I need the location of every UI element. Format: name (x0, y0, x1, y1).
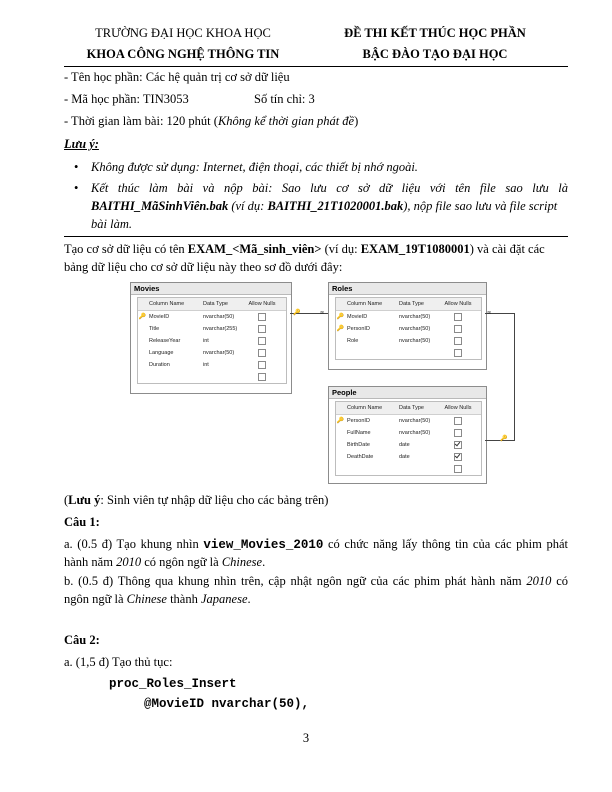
page-number: 3 (302, 731, 310, 745)
question-2a: a. (1,5 đ) Tạo thủ tục: (64, 655, 173, 669)
table-row-empty (138, 371, 286, 383)
credits: Số tín chỉ: 3 (254, 92, 315, 106)
notes-title: Lưu ý: (64, 137, 99, 151)
procedure-name: proc_Roles_Insert (109, 677, 237, 691)
column-name: ReleaseYear (149, 338, 181, 344)
table-roles-title: Roles (329, 283, 486, 295)
question-1b-line1 (64, 574, 568, 589)
key-icon: 🔑 (336, 418, 345, 424)
q1b-language-to: Japanese (200, 592, 248, 606)
note-item-2-line2 (91, 199, 557, 214)
backup-filename-pattern: BAITHI_MãSinhViên.bak (91, 199, 229, 213)
column-name-header: Column Name (149, 301, 185, 307)
question-1b-line2 (64, 592, 251, 607)
q1a-text-2: có chức năng lấy thông tin của các phim phát (323, 537, 568, 551)
column-name: FullName (347, 430, 371, 436)
question-1-title: Câu 1: (64, 515, 100, 529)
intro-line1 (64, 242, 545, 257)
allow-nulls-header: Allow Nulls (248, 301, 276, 307)
data-type: int (203, 362, 209, 368)
course-code: - Mã học phần: TIN3053 (64, 92, 189, 106)
table-row (138, 359, 286, 371)
question-1a-line2 (64, 555, 265, 570)
note-item-2-line1: Kết thúc làm bài và nộp bài: Sao lưu cơ sở dữ liệu với tên file sao lưu là (91, 181, 568, 195)
exam-time-note: Không kể thời gian phát đề (217, 114, 355, 128)
course-name: - Tên học phần: Các hệ quản trị cơ sở dữ liệu (64, 70, 290, 84)
table-roles-grid (335, 297, 482, 360)
question-1a-line1 (64, 537, 568, 553)
key-end-icon: 🔑 (293, 310, 301, 316)
exam-time (64, 114, 358, 129)
column-name-header: Column Name (347, 301, 383, 307)
table-row (336, 415, 481, 427)
table-row (336, 439, 481, 451)
data-type: nvarchar(255) (203, 326, 238, 332)
table-row (138, 323, 286, 335)
data-type-header: Data Type (399, 301, 424, 307)
q1b-year: 2010 (526, 574, 552, 588)
table-row (336, 323, 481, 335)
note-text: : Sinh viên tự nhập dữ liệu cho các bảng trên) (100, 493, 329, 507)
allow-nulls-checkbox (258, 337, 266, 345)
table-movies (130, 282, 292, 394)
table-row (336, 427, 481, 439)
column-name: MovieID (347, 314, 368, 320)
q1b-language-from: Chinese (126, 592, 167, 606)
view-name: view_Movies_2010 (203, 538, 324, 552)
allow-nulls-checkbox-checked (454, 453, 462, 461)
column-name: Title (149, 326, 160, 332)
q1b-text: b. (0.5 đ) Thông qua khung nhìn trên, cập nhật ngôn ngữ của các phim phát hành năm (64, 574, 527, 588)
table-roles (328, 282, 487, 370)
q1a-text-4: có ngôn ngữ là (141, 555, 222, 569)
q1b-text-4: thành (166, 592, 201, 606)
allow-nulls-checkbox (454, 429, 462, 437)
bullet-1: • (74, 160, 79, 174)
exam-title: ĐỀ THI KẾT THÚC HỌC PHẦN (344, 26, 526, 40)
university-name: TRƯỜNG ĐẠI HỌC KHOA HỌC (95, 26, 271, 40)
allow-nulls-checkbox (454, 349, 462, 357)
data-type-header: Data Type (203, 301, 228, 307)
allow-nulls-header: Allow Nulls (444, 405, 472, 411)
q1a-year: 2010 (116, 555, 142, 569)
column-name: Duration (149, 362, 170, 368)
column-name: Language (149, 350, 174, 356)
intro-text-a: Tạo cơ sở dữ liệu có tên (64, 242, 188, 256)
note-item-2-mid: (ví dụ: (228, 199, 268, 213)
table-people (328, 386, 487, 484)
exam-level: BẬC ĐÀO TẠO ĐẠI HỌC (362, 47, 508, 61)
table-row (336, 335, 481, 347)
db-name-example: EXAM_19T1080001 (360, 242, 470, 256)
column-header-row (138, 298, 286, 311)
table-people-grid (335, 401, 482, 476)
exam-time-close: ) (354, 114, 359, 128)
column-header-row (336, 402, 481, 415)
allow-nulls-checkbox (258, 325, 266, 333)
backup-filename-example: BAITHI_21T1020001.bak (267, 199, 404, 213)
data-type: nvarchar(50) (399, 314, 431, 320)
question-2-title: Câu 2: (64, 633, 100, 647)
table-row-empty (336, 463, 481, 475)
allow-nulls-checkbox (258, 373, 266, 381)
table-row (138, 335, 286, 347)
column-name: PersonID (347, 418, 370, 424)
note-item-1: Không được sử dụng: Internet, điện thoại, các thiết bị nhớ ngoài. (91, 160, 418, 174)
table-row (336, 311, 481, 323)
allow-nulls-header: Allow Nulls (444, 301, 472, 307)
table-movies-grid (137, 297, 287, 384)
table-people-title: People (329, 387, 486, 399)
allow-nulls-checkbox (454, 313, 462, 321)
table-row (336, 451, 481, 463)
key-icon: 🔑 (336, 314, 345, 320)
notes-divider (64, 236, 568, 237)
intro-text-c: (ví dụ: (321, 242, 361, 256)
key-end-icon: 🔑 (500, 436, 508, 442)
column-header-row (336, 298, 481, 311)
infinity-end-icon: ∞ (487, 310, 492, 316)
faculty-name: KHOA CÔNG NGHỆ THÔNG TIN (86, 47, 280, 61)
header-divider (64, 66, 568, 67)
data-type: nvarchar(50) (203, 314, 235, 320)
data-type: nvarchar(50) (399, 326, 431, 332)
q1a-text: a. (0.5 đ) Tạo khung nhìn (64, 537, 204, 551)
note-label: Lưu ý (68, 493, 101, 507)
procedure-param: @MovieID nvarchar(50), (144, 697, 310, 711)
data-type: nvarchar(50) (203, 350, 235, 356)
data-type: nvarchar(50) (399, 338, 431, 344)
infinity-end-icon: ∞ (320, 310, 325, 316)
column-name: PersonID (347, 326, 370, 332)
column-name: BirthDate (347, 442, 370, 448)
intro-text-e: ) và cài đặt các (469, 242, 545, 256)
relationship-connector (514, 313, 515, 441)
q1a-language: Chinese (221, 555, 263, 569)
allow-nulls-checkbox-checked (454, 441, 462, 449)
q1b-text-3: ngôn ngữ là (64, 592, 127, 606)
column-name: Role (347, 338, 359, 344)
q1b-period: . (247, 592, 251, 606)
allow-nulls-checkbox (454, 337, 462, 345)
bullet-2: • (74, 181, 79, 195)
column-name: DeathDate (347, 454, 374, 460)
db-name-pattern: EXAM_<Mã_sinh_viên> (187, 242, 322, 256)
note-item-2-line3: bài làm. (91, 217, 132, 231)
data-type: date (399, 442, 410, 448)
data-type-header: Data Type (399, 405, 424, 411)
exam-time-text: - Thời gian làm bài: 120 phút ( (64, 114, 218, 128)
allow-nulls-checkbox (258, 349, 266, 357)
data-type: nvarchar(50) (399, 418, 431, 424)
database-diagram (130, 282, 519, 484)
q1b-text-2: có (551, 574, 568, 588)
q1a-period: . (262, 555, 266, 569)
data-type: int (203, 338, 209, 344)
data-type: date (399, 454, 410, 460)
table-row (138, 311, 286, 323)
note-item-2-end: ), nộp file sao lưu và file script (403, 199, 558, 213)
intro-line2: bảng dữ liệu cho cơ sở dữ liệu này theo sơ đồ dưới đây: (64, 260, 343, 274)
table-row (138, 347, 286, 359)
allow-nulls-checkbox (258, 313, 266, 321)
allow-nulls-checkbox (454, 465, 462, 473)
allow-nulls-checkbox (454, 325, 462, 333)
key-icon: 🔑 (138, 314, 147, 320)
allow-nulls-checkbox (454, 417, 462, 425)
q1a-text-3: hành năm (64, 555, 117, 569)
key-icon: 🔑 (336, 326, 345, 332)
column-name-header: Column Name (347, 405, 383, 411)
table-movies-title: Movies (131, 283, 291, 295)
allow-nulls-checkbox (258, 361, 266, 369)
table-row-empty (336, 347, 481, 359)
column-name: MovieID (149, 314, 170, 320)
data-entry-note (64, 493, 328, 508)
paren-open: ( (64, 493, 69, 507)
data-type: nvarchar(50) (399, 430, 431, 436)
